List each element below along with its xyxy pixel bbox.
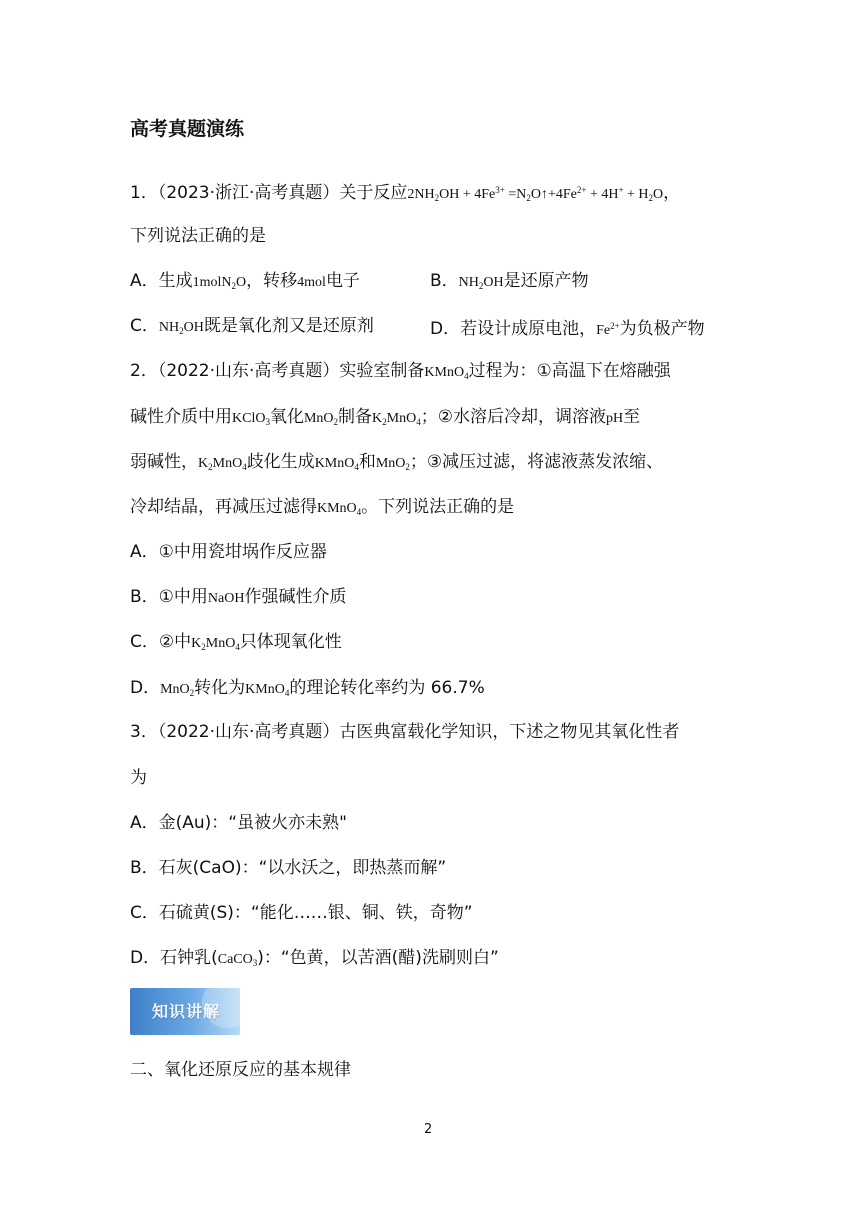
section-heading: 二、氧化还原反应的基本规律: [130, 1060, 351, 1080]
q2-option-b[interactable]: B．①中用NaOH作强碱性介质: [130, 587, 347, 607]
q2-stem-line4: 冷却结晶，再减压过滤得KMnO$_4$。下列说法正确的是: [130, 497, 515, 517]
knowledge-explanation-badge: [130, 988, 240, 1035]
q3-option-b[interactable]: B．石灰(CaO)：“以水沃之，即热蒸而解”: [130, 858, 447, 878]
badge-label: 知识讲解: [152, 1002, 221, 1021]
q1-option-d[interactable]: D．若设计成原电池，$Fe^{2+}$为负极产物: [430, 319, 705, 339]
q3-option-d[interactable]: D．石钟乳(CaCO$_3$)：“色黄，以苦酒(醋)洗刷则白”: [130, 948, 499, 968]
q2-stem-line1: 2．（2022·山东·高考真题）实验室制备KMnO$_4$过程为：①高温下在熔融强: [130, 361, 671, 381]
q2-option-c[interactable]: C．②中$K_2MnO_4$只体现氧化性: [130, 632, 342, 652]
q2-stem-line2: 碱性介质中用KClO$_3$氧化MnO$_2$制备$K_2MnO_4$；②水溶后冷却，调溶液pH至: [130, 407, 641, 427]
q1-option-c[interactable]: C．$NH_2OH$既是氧化剂又是还原剂: [130, 316, 374, 336]
q1-stem-line1: 1．（2023·浙江·高考真题）关于反应$2NH_2OH + 4Fe^{3+}$ $=N_2O↑+4Fe^{2+} + 4H^+ + H_2O$，: [130, 183, 681, 203]
q1-option-a[interactable]: A．生成1molN$_2$O，转移4mol电子: [130, 271, 360, 291]
q1-stem-line2: 下列说法正确的是: [130, 226, 266, 246]
q1-equation: $2NH_2OH + 4Fe^{3+}$ $=N_2O↑+4Fe^{2+} + 4H^+ + H_2O$: [407, 185, 664, 203]
q2-stem-line3: 弱碱性，$K_2MnO_4$歧化生成KMnO$_4$和MnO$_2$；③减压过滤，将滤液蒸发浓缩、: [130, 452, 664, 472]
q2-option-d[interactable]: D．MnO$_2$转化为KMnO$_4$的理论转化率约为 66.7%: [130, 678, 485, 698]
q2-option-a[interactable]: A．①中用瓷坩埚作反应器: [130, 542, 327, 562]
page-title: 高考真题演练: [130, 118, 245, 140]
q3-stem-line2: 为: [130, 768, 147, 788]
page-number: 2: [424, 1122, 433, 1137]
q3-stem-line1: 3．（2022·山东·高考真题）古医典富载化学知识，下述之物见其氧化性者: [130, 722, 680, 742]
q3-option-c[interactable]: C．石硫黄(S)：“能化……银、铜、铁，奇物”: [130, 903, 473, 923]
q3-option-a[interactable]: A．金(Au)：“虽被火亦未熟": [130, 813, 347, 833]
q1-option-b[interactable]: B．$NH_2OH$是还原产物: [430, 271, 589, 291]
